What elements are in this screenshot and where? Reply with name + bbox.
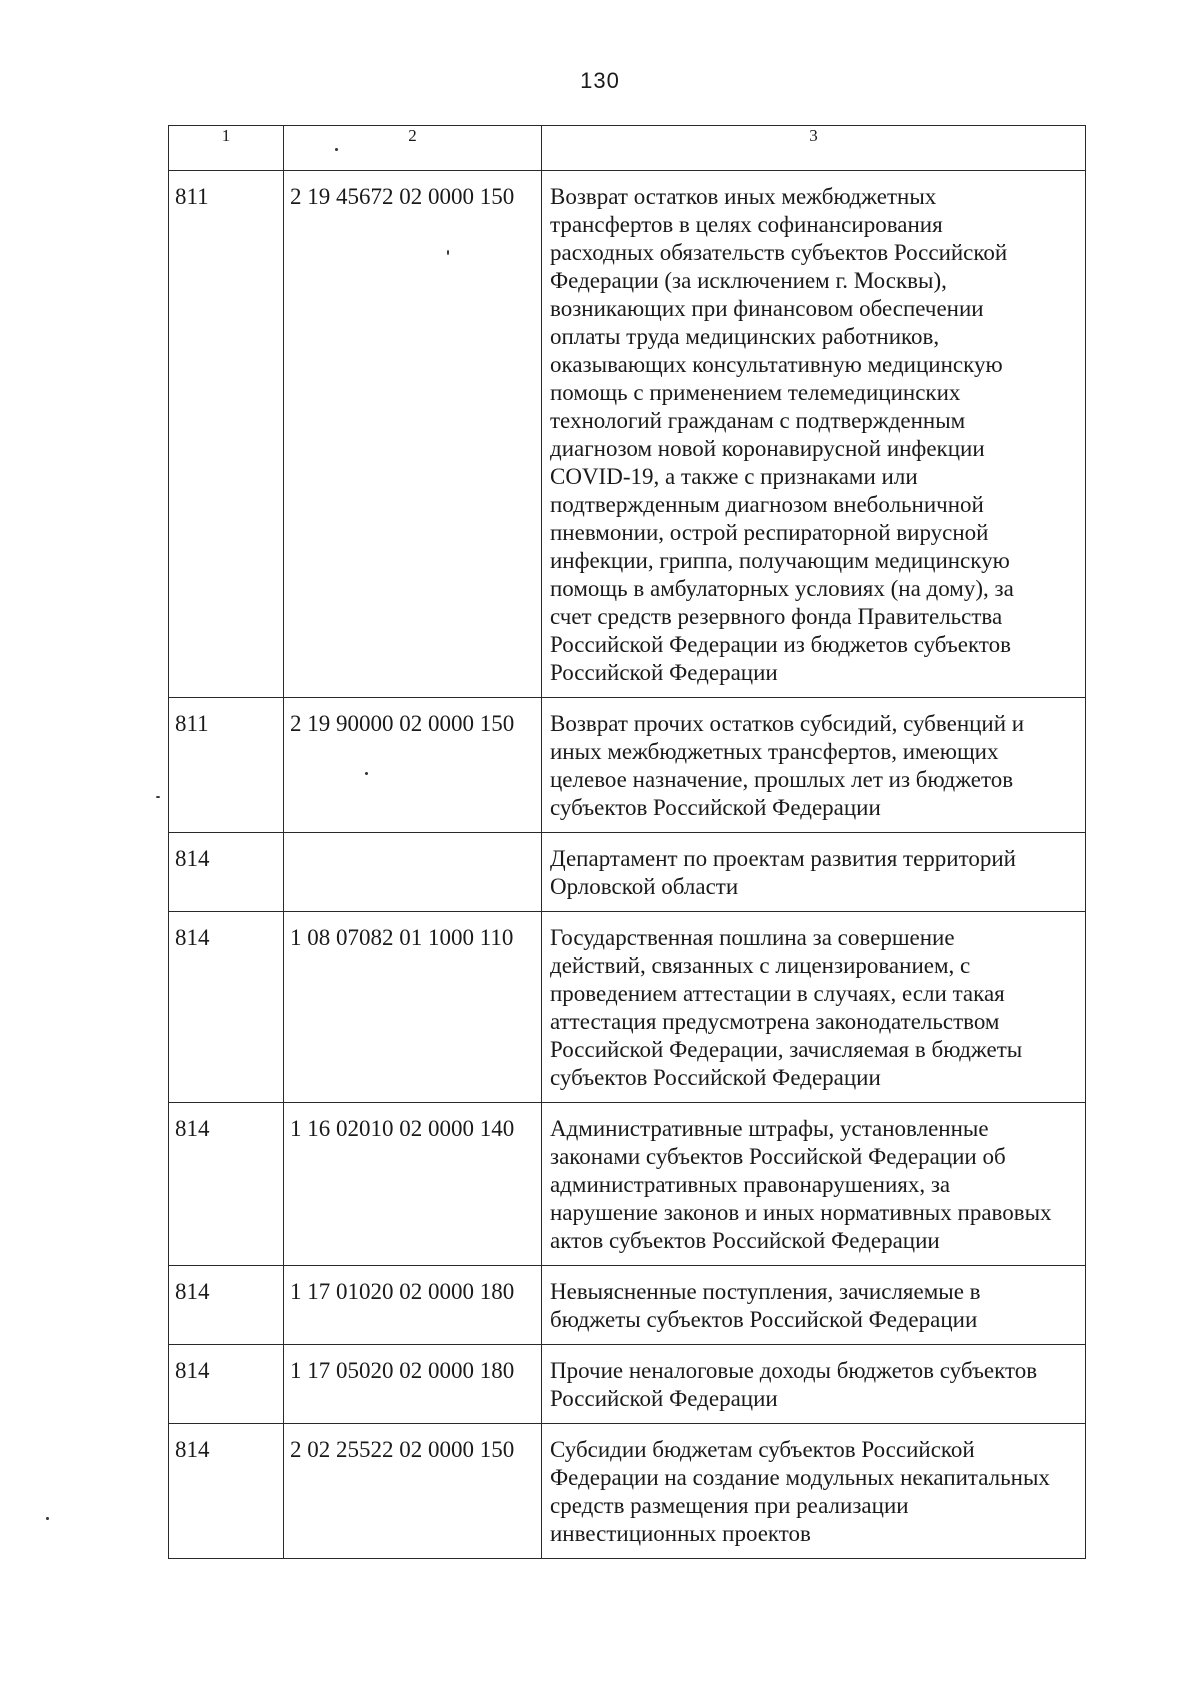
description-line: Федерации (за исключением г. Москвы), xyxy=(550,268,947,293)
description-line: Орловской области xyxy=(550,874,739,899)
description-cell xyxy=(542,833,1086,912)
description-line: расходных обязательств субъектов Российской xyxy=(550,240,1008,265)
admin-code-cell: 814 xyxy=(169,1345,284,1424)
description-line: технологий гражданам с подтвержденным xyxy=(550,408,966,433)
table-row xyxy=(169,1424,1086,1559)
description-line: Возврат прочих остатков субсидий, субвенций и xyxy=(550,711,1025,736)
budget-classification-table xyxy=(168,125,1086,1559)
description-cell xyxy=(542,698,1086,833)
description-cell xyxy=(542,1266,1086,1345)
admin-code-cell: 814 xyxy=(169,912,284,1103)
description-line: инвестиционных проектов xyxy=(550,1521,811,1546)
description-line: законами субъектов Российской Федерации об xyxy=(550,1144,1006,1169)
description-cell xyxy=(542,1424,1086,1559)
budget-code-cell: 2 19 90000 02 0000 150 xyxy=(284,698,542,833)
budget-code-cell: 1 17 05020 02 0000 180 xyxy=(284,1345,542,1424)
description-line: проведением аттестации в случаях, если такая xyxy=(550,981,1005,1006)
table-row xyxy=(169,171,1086,698)
header-row xyxy=(169,126,1086,171)
admin-code-cell: 814 xyxy=(169,1424,284,1559)
scan-speck xyxy=(447,250,449,255)
table-row xyxy=(169,1345,1086,1424)
table-row xyxy=(169,1266,1086,1345)
scan-speck xyxy=(46,1517,49,1520)
header-col-1: 1 xyxy=(169,126,284,171)
description-line: подтвержденным диагнозом внебольничной xyxy=(550,492,984,517)
table-row xyxy=(169,833,1086,912)
description-line: Государственная пошлина за совершение xyxy=(550,925,955,950)
description-line: целевое назначение, прошлых лет из бюджетов xyxy=(550,767,1014,792)
budget-code-cell: 2 19 45672 02 0000 150 xyxy=(284,171,542,698)
description-cell xyxy=(542,912,1086,1103)
description-line: Российской Федерации, зачисляемая в бюджеты xyxy=(550,1037,1023,1062)
description-line: аттестация предусмотрена законодательством xyxy=(550,1009,1000,1034)
header-col-3: 3 xyxy=(542,126,1086,171)
budget-code-cell: 1 16 02010 02 0000 140 xyxy=(284,1103,542,1266)
description-line: возникающих при финансовом обеспечении xyxy=(550,296,984,321)
description-line: бюджеты субъектов Российской Федерации xyxy=(550,1307,978,1332)
description-line: субъектов Российской Федерации xyxy=(550,1065,881,1090)
description-line: административных правонарушениях, за xyxy=(550,1172,951,1197)
description-line: Российской Федерации из бюджетов субъектов xyxy=(550,632,1011,657)
table-row xyxy=(169,698,1086,833)
description-line: действий, связанных с лицензированием, с xyxy=(550,953,971,978)
description-line: Невыясненные поступления, зачисляемые в xyxy=(550,1279,981,1304)
table-row xyxy=(169,1103,1086,1266)
description-line: Департамент по проектам развития территорий xyxy=(550,846,1016,871)
description-line: счет средств резервного фонда Правительства xyxy=(550,604,1003,629)
description-line: диагнозом новой коронавирусной инфекции xyxy=(550,436,985,461)
description-line: Прочие неналоговые доходы бюджетов субъектов xyxy=(550,1358,1038,1383)
description-line: инфекции, гриппа, получающим медицинскую xyxy=(550,548,1010,573)
budget-code-cell: 1 08 07082 01 1000 110 xyxy=(284,912,542,1103)
admin-code-cell: 814 xyxy=(169,1103,284,1266)
scan-speck xyxy=(335,148,338,151)
page-number: 130 xyxy=(580,68,620,93)
description-line: трансфертов в целях софинансирования xyxy=(550,212,943,237)
admin-code-cell: 814 xyxy=(169,1266,284,1345)
budget-code-cell: 1 17 01020 02 0000 180 xyxy=(284,1266,542,1345)
description-line: помощь с применением телемедицинских xyxy=(550,380,961,405)
description-line: субъектов Российской Федерации xyxy=(550,795,881,820)
description-line: Возврат остатков иных межбюджетных xyxy=(550,184,937,209)
description-line: средств размещения при реализации xyxy=(550,1493,909,1518)
description-line: Российской Федерации xyxy=(550,1386,778,1411)
description-line: оказывающих консультативную медицинскую xyxy=(550,352,1003,377)
description-line: COVID-19, а также с признаками или xyxy=(550,464,918,489)
description-cell xyxy=(542,1345,1086,1424)
description-cell xyxy=(542,1103,1086,1266)
admin-code-cell: 811 xyxy=(169,698,284,833)
table-row xyxy=(169,912,1086,1103)
admin-code-cell: 814 xyxy=(169,833,284,912)
scan-speck xyxy=(365,772,368,775)
admin-code-cell: 811 xyxy=(169,171,284,698)
description-line: Субсидии бюджетам субъектов Российской xyxy=(550,1437,975,1462)
description-line: Российской Федерации xyxy=(550,660,778,685)
description-line: помощь в амбулаторных условиях (на дому), за xyxy=(550,576,1014,601)
scan-speck xyxy=(156,796,160,798)
description-line: нарушение законов и иных нормативных правовых xyxy=(550,1200,1052,1225)
budget-code-cell: 2 02 25522 02 0000 150 xyxy=(284,1424,542,1559)
description-line: пневмонии, острой респираторной вирусной xyxy=(550,520,989,545)
header-col-2: 2 xyxy=(284,126,542,171)
budget-code-cell xyxy=(284,833,542,912)
description-line: актов субъектов Российской Федерации xyxy=(550,1228,940,1253)
description-line: Административные штрафы, установленные xyxy=(550,1116,989,1141)
description-line: иных межбюджетных трансфертов, имеющих xyxy=(550,739,999,764)
description-line: Федерации на создание модульных некапитальных xyxy=(550,1465,1050,1490)
description-cell xyxy=(542,171,1086,698)
description-line: оплаты труда медицинских работников, xyxy=(550,324,940,349)
